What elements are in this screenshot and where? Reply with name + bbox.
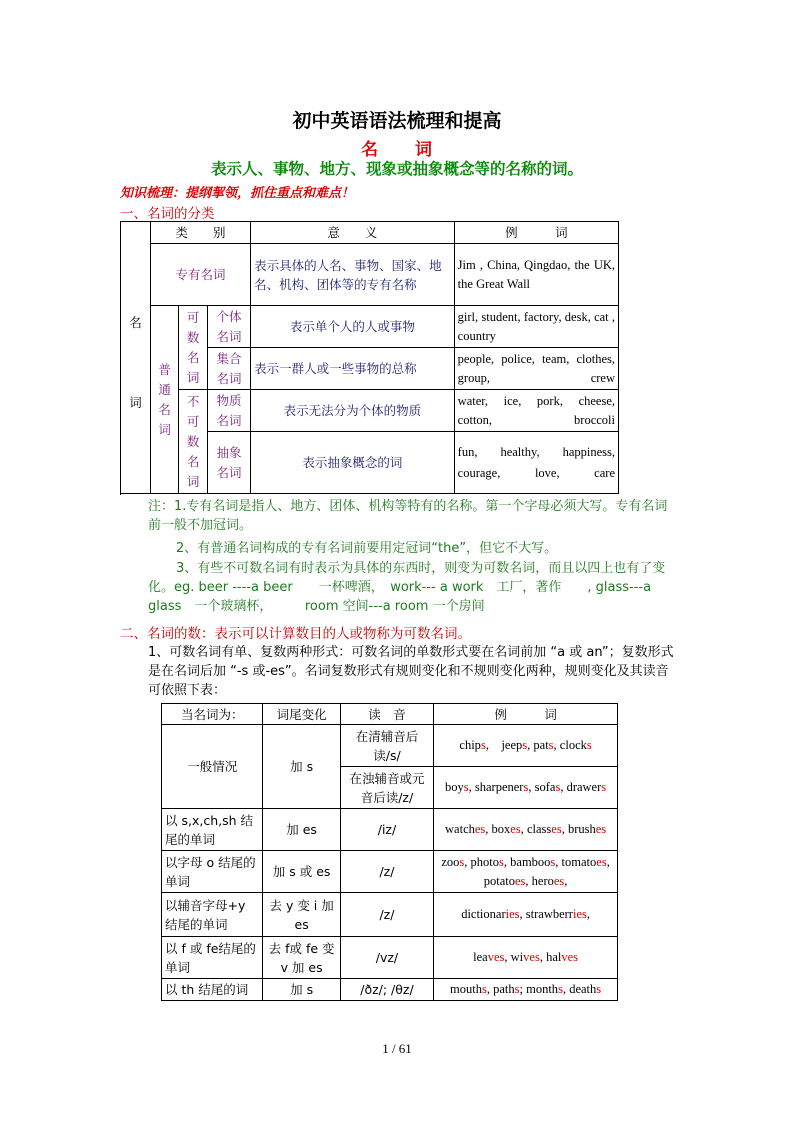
word-ending: s	[550, 854, 556, 869]
word-stem: , wi	[504, 950, 524, 964]
individual-example: girl, student, factory, desk, cat , country	[454, 306, 618, 348]
material-label	[207, 390, 250, 432]
t2-o-sound: /z/	[340, 851, 433, 893]
common-char: 通	[158, 381, 171, 397]
material-example: water, ice, pork, cheese, cotton, broccoli	[454, 390, 618, 432]
word-ending: s	[522, 738, 528, 752]
definition: 表示人、事物、地方、现象或抽象概念等的名称的词。	[210, 159, 583, 178]
word-ending: s	[596, 982, 602, 996]
word-stem: , sharpener	[468, 780, 524, 794]
t2-th-change: 加 s	[263, 979, 340, 1001]
t2-sx-when: 以 s,x,ch,sh 结尾的单词	[162, 809, 263, 851]
t2-f-when: 以 f 或 fe结尾的单词	[162, 937, 263, 979]
note-1: 注：1.专有名词是指人、地方、团体、机构等特有的名称。第一个字母必须大写。专有名词前一般不加冠词。	[148, 499, 668, 533]
collective-example: people, police, team, clothes, group, crew	[454, 348, 618, 390]
abstract-meaning: 表示抽象概念的词	[251, 432, 455, 494]
word-ending: es	[474, 822, 486, 836]
t2-voiced: 在浊辅音或元音后读/z/	[340, 767, 433, 809]
word-ending: s	[459, 854, 465, 869]
t2-f-change: 去 f或 fe 变 v 加 es	[263, 937, 340, 979]
word-stem: , drawer	[560, 780, 602, 794]
word-stem: , hero	[525, 873, 554, 888]
word-stem: lea	[473, 950, 488, 964]
t2-o-change: 加 s 或 es	[263, 851, 340, 893]
noun-classification-table	[120, 221, 628, 494]
note-3: 3、有些不可数名词有时表示为具体的东西时，则变为可数名词，而且以四上也有了变化。eg. beer ----a beer 一杯啤酒， work--- a work 工厂，著作 , glass---a glass 一个玻璃杯， room 空间---a room 一个房间	[148, 561, 666, 614]
section-1-heading: 一、名词的分类	[120, 206, 215, 222]
word-stem: , hal	[539, 950, 562, 964]
t2-y-sound: /z/	[340, 893, 433, 937]
t2-th-sound: /ðz/; /θz/	[340, 979, 433, 1001]
word-ending: s	[548, 738, 554, 752]
common-chars	[154, 360, 175, 440]
tip-line: 知识梳理：提纲挈领，抓住重点和难点！	[120, 186, 355, 201]
word-stem: , path	[486, 982, 515, 996]
plural-rules-table	[161, 703, 618, 1001]
t2-header-example: 例 词	[434, 704, 618, 725]
word-stem: mouth	[450, 982, 482, 996]
header-example: 例 词	[454, 222, 618, 244]
t2-ex-y	[434, 893, 618, 937]
collective-label-text: 集合名词	[216, 350, 242, 386]
word-stem: , pat	[527, 738, 549, 752]
side-label	[121, 222, 151, 494]
countable-char: 可	[186, 309, 200, 325]
word-ending: ves	[487, 950, 505, 964]
t2-sx-change: 加 es	[263, 809, 340, 851]
word-ending: s	[499, 854, 504, 869]
abstract-example: fun, healthy, happiness, courage, love, care	[454, 432, 618, 494]
uncountable-label	[179, 390, 207, 494]
header-category: 类 别	[150, 222, 250, 244]
section-2-heading: 二、名词的数：表示可以计算数目的人或物称为可数名词。	[120, 626, 471, 642]
word-ending: ies	[505, 907, 520, 921]
word-stem: , sofa	[528, 780, 556, 794]
word-ending: s	[523, 780, 529, 794]
t2-ex-sx	[434, 809, 618, 851]
word-stem: , box	[485, 822, 511, 836]
t2-ex-o	[434, 851, 618, 893]
word-ending: s	[586, 738, 592, 752]
word-ending: s	[480, 738, 486, 752]
header-meaning: 意 义	[251, 222, 455, 244]
t2-ex-f	[434, 937, 618, 979]
t2-y-when: 以辅音字母+y 结尾的单词	[162, 893, 263, 937]
side-bottom: 词	[129, 394, 142, 410]
word-stem: chip	[459, 738, 481, 752]
word-stem: , jeep	[485, 738, 523, 752]
t2-ex-z	[434, 767, 618, 809]
t2-general-change: 加 s	[263, 725, 340, 809]
word-stem: ,	[586, 907, 590, 921]
t2-header-when: 当名词为：	[162, 704, 263, 725]
proper-noun-label: 专有名词	[150, 244, 250, 306]
word-stem: , death	[562, 982, 597, 996]
individual-label-text: 个体名词	[216, 308, 242, 344]
word-stem: , strawberr	[519, 907, 573, 921]
word-ending: s	[463, 780, 469, 794]
word-ending: s	[555, 780, 561, 794]
word-stem: , tomato	[555, 854, 597, 869]
common-char: 普	[158, 361, 171, 377]
word-stem: , bamboo	[503, 854, 551, 869]
word-ending: s	[558, 982, 563, 996]
countable-label	[179, 306, 207, 390]
abstract-label	[207, 432, 250, 494]
word-ending: es	[514, 873, 526, 888]
t2-f-sound: /vz/	[340, 937, 433, 979]
countable-char: 词	[186, 369, 200, 385]
page-number: 1 / 61	[382, 1041, 412, 1056]
t2-ex-s	[434, 725, 618, 767]
t2-o-when: 以字母 o 结尾的单词	[162, 851, 263, 893]
proper-noun-example: Jim , China, Qingdao, the UK, the Great Wall	[454, 244, 618, 306]
uncountable-char: 不	[186, 393, 200, 409]
word-stem: , class	[520, 822, 552, 836]
word-stem: ; month	[519, 982, 559, 996]
word-stem: zoo	[441, 854, 460, 869]
word-stem: boy	[445, 780, 464, 794]
common-noun-label	[150, 306, 178, 494]
word-ending: es	[553, 873, 565, 888]
word-ending: s	[481, 982, 487, 996]
uncountable-char: 名	[186, 453, 200, 469]
word-stem: , brush	[561, 822, 596, 836]
abstract-label-text: 抽象名词	[216, 444, 242, 480]
countable-char: 数	[186, 329, 200, 345]
word-ending: es	[595, 822, 607, 836]
paragraph-1: 1、可数名词有单、复数两种形式：可数名词的单数形式要在名词前加 “a 或 an”；复数形式是在名词后加 “-s 或-es”。名词复数形式有规则变化和不规则变化两种，规则变化及其读音可依照下表：	[148, 645, 674, 698]
word-ending: es	[551, 822, 562, 836]
t2-voiceless: 在清辅音后读/s/	[340, 725, 433, 767]
word-stem: , clock	[553, 738, 587, 752]
t2-general: 一般情况	[162, 725, 263, 809]
proper-noun-meaning: 表示具体的人名、事物、国家、地名、机构、团体等的专有名称	[251, 244, 455, 306]
word-stem: , photo	[464, 854, 500, 869]
individual-label	[207, 306, 250, 348]
word-ending: s	[601, 780, 607, 794]
uncountable-char: 词	[186, 473, 200, 489]
chapter-title: 名 词	[361, 140, 433, 160]
word-stem: , potato	[483, 854, 610, 888]
word-stem: ,	[564, 873, 568, 888]
individual-meaning: 表示单个人的人或事物	[251, 306, 455, 348]
word-ending: ves	[523, 950, 540, 964]
t2-header-sound: 读 音	[340, 704, 433, 725]
t2-sx-sound: /iz/	[340, 809, 433, 851]
word-stem: watch	[445, 822, 475, 836]
word-ending: es	[510, 822, 521, 836]
page-title: 初中英语语法梳理和提高	[292, 110, 502, 132]
t2-header-change: 词尾变化	[263, 704, 340, 725]
word-ending: ves	[561, 950, 579, 964]
common-char: 词	[158, 421, 171, 437]
side-top: 名	[129, 314, 142, 330]
word-ending: ies	[572, 907, 587, 921]
word-ending: s	[514, 982, 520, 996]
material-label-text: 物质名词	[216, 392, 242, 428]
t2-ex-th	[434, 979, 618, 1001]
collective-label	[207, 348, 250, 390]
t2-th-when: 以 th 结尾的词	[162, 979, 263, 1001]
uncountable-char: 可	[186, 413, 200, 429]
t2-y-change: 去 y 变 i 加 es	[263, 893, 340, 937]
material-meaning: 表示无法分为个体的物质	[251, 390, 455, 432]
word-ending: es	[596, 854, 607, 869]
countable-char: 名	[186, 349, 200, 365]
collective-meaning: 表示一群人或一些事物的总称	[251, 348, 455, 390]
uncountable-char: 数	[186, 433, 200, 449]
word-stem: dictionar	[461, 907, 506, 921]
note-2: 2、有普通名词构成的专有名词前要用定冠词“the”，但它不大写。	[176, 541, 558, 556]
common-char: 名	[158, 401, 171, 417]
